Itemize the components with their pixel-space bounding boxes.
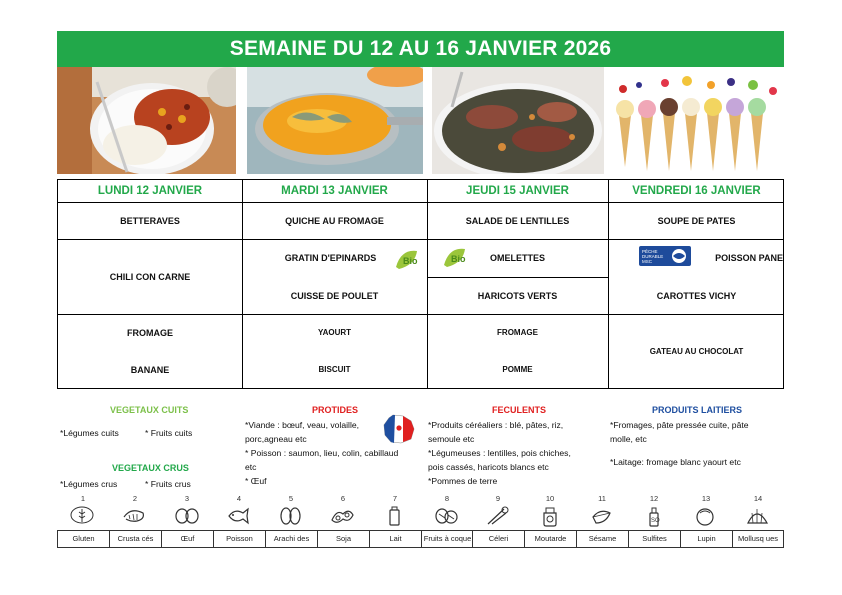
allergen-label: Mollusq ues xyxy=(732,530,784,548)
allergen-label: Lupin xyxy=(680,530,732,548)
wheat-icon xyxy=(57,505,109,527)
starch-line-3: *Légumeuses : lentilles, pois chiches, xyxy=(428,448,571,458)
mon-cheese: FROMAGE xyxy=(127,327,173,338)
allergen-label: Poisson xyxy=(213,530,265,548)
allergen-label: Gluten xyxy=(57,530,109,548)
allergen-label: Soja xyxy=(317,530,369,548)
page-title: SEMAINE DU 12 AU 16 JANVIER 2026 xyxy=(57,31,784,67)
day-header-monday: LUNDI 12 JANVIER xyxy=(97,185,203,197)
allergen-label: Œuf xyxy=(161,530,213,548)
allergen-number: 13 xyxy=(701,494,711,503)
bio-logo-tuesday xyxy=(393,247,421,273)
allergen-number: 1 xyxy=(80,494,86,503)
allergen-number: 11 xyxy=(598,494,606,503)
allergen-number: 8 xyxy=(444,494,450,503)
thu-cheese: FROMAGE xyxy=(497,328,538,337)
allergen-number: 6 xyxy=(340,494,346,503)
svg-text:PÊCHE: PÊCHE xyxy=(642,249,658,254)
allergen-number: 2 xyxy=(132,494,138,503)
day-header-thursday: JEUDI 15 JANVIER xyxy=(466,185,569,197)
tue-main-2: CUISSE DE POULET xyxy=(290,290,379,301)
bio-logo-thursday xyxy=(441,245,469,271)
tue-cheese: YAOURT xyxy=(317,328,352,337)
thu-starter: SALADE DE LENTILLES xyxy=(465,215,570,226)
allergen-number: 9 xyxy=(495,494,501,503)
mon-main: CHILI CON CARNE xyxy=(109,271,191,282)
tue-main-1: GRATIN D'EPINARDS xyxy=(284,253,377,263)
svg-text:DURABLE: DURABLE xyxy=(642,254,664,259)
wine-icon xyxy=(628,505,680,527)
dairy-title: PRODUITS LAITIERS xyxy=(652,405,743,415)
shell-icon xyxy=(732,505,784,527)
mon-dessert: BANANE xyxy=(130,364,170,375)
allergen-label: Fruits à coque xyxy=(421,530,473,548)
veg-raw-title: VEGETAUX CRUS xyxy=(112,463,189,473)
france-map-icon xyxy=(381,413,417,445)
protein-title: PROTIDES xyxy=(312,405,359,415)
starch-line-2: semoule etc xyxy=(428,434,475,444)
starch-title: FECULENTS xyxy=(492,405,546,415)
day-header-friday: VENDREDI 16 JANVIER xyxy=(632,185,761,197)
veg-cooked-title: VEGETAUX CUITS xyxy=(110,405,189,415)
protein-line-5: * Œuf xyxy=(245,476,267,486)
icecream-photo xyxy=(607,67,784,174)
milk-icon xyxy=(369,505,421,527)
menu-table xyxy=(57,179,784,389)
protein-line-4: etc xyxy=(245,462,257,472)
egg-icon xyxy=(161,505,213,527)
starch-line-4: pois cassés, haricots blancs etc xyxy=(428,462,549,472)
starch-line-1: *Produits céréaliers : blé, pâtes, riz, xyxy=(428,420,564,430)
veg-raw-item-2: * Fruits crus xyxy=(145,479,191,489)
dairy-line-2: molle, etc xyxy=(610,434,647,444)
chili-photo xyxy=(57,67,236,174)
mustard-icon xyxy=(524,505,576,527)
mon-starter: BETTERAVES xyxy=(120,215,180,226)
lupin-icon xyxy=(680,505,732,527)
veg-cooked-item-2: * Fruits cuits xyxy=(145,428,193,438)
thu-main-2: HARICOTS VERTS xyxy=(477,290,558,301)
allergen-number: 10 xyxy=(545,494,555,503)
thu-dessert: POMME xyxy=(502,365,533,374)
starch-line-5: *Pommes de terre xyxy=(428,476,498,486)
lentils-photo xyxy=(432,67,604,174)
shrimp-icon xyxy=(109,505,161,527)
thu-main-1: OMELETTES xyxy=(489,253,545,263)
allergen-label: Lait xyxy=(369,530,421,548)
fri-starter: SOUPE DE PATES xyxy=(657,215,736,226)
allergen-label: Céleri xyxy=(472,530,524,548)
nuts-icon xyxy=(421,505,473,527)
soy-icon xyxy=(317,505,369,527)
tue-dessert: BISCUIT xyxy=(318,365,351,374)
day-header-tuesday: MARDI 13 JANVIER xyxy=(281,185,388,197)
msc-logo xyxy=(639,246,691,266)
allergen-number: 5 xyxy=(288,494,294,503)
fri-dessert: GATEAU AU CHOCOLAT xyxy=(649,346,744,356)
fish-icon xyxy=(213,505,265,527)
svg-text:SO: SO xyxy=(651,518,660,524)
allergen-number: 12 xyxy=(649,494,659,503)
allergen-number: 14 xyxy=(753,494,763,503)
veg-raw-item-1: *Légumes crus xyxy=(60,479,118,489)
allergen-label: Sésame xyxy=(576,530,628,548)
protein-line-2: porc,agneau etc xyxy=(245,434,307,444)
fri-main-1: POISSON PANE xyxy=(715,253,783,263)
allergen-label: Crusta cés xyxy=(109,530,161,548)
svg-text:MSC: MSC xyxy=(642,259,652,264)
sesame-icon xyxy=(576,505,628,527)
gratin-photo xyxy=(247,67,423,174)
svg-text:Bio: Bio xyxy=(403,256,418,266)
allergen-number: 3 xyxy=(184,494,190,503)
svg-text:Bio: Bio xyxy=(451,254,466,264)
peanut-icon xyxy=(265,505,317,527)
allergen-label: Arachi des xyxy=(265,530,317,548)
fri-main-2: CAROTTES VICHY xyxy=(656,290,737,301)
allergen-label: Moutarde xyxy=(524,530,576,548)
dairy-line-1: *Fromages, pâte pressée cuite, pâte xyxy=(610,420,749,430)
dairy-line-3: *Laitage: fromage blanc yaourt etc xyxy=(610,457,741,467)
veg-cooked-item-1: *Légumes cuits xyxy=(60,428,119,438)
celery-icon xyxy=(472,505,524,527)
protein-line-1: *Viande : bœuf, veau, volaille, xyxy=(245,420,360,430)
protein-line-3: * Poisson : saumon, lieu, colin, cabillaud xyxy=(245,448,399,458)
allergen-label: Sulfites xyxy=(628,530,680,548)
allergen-number: 4 xyxy=(236,494,242,503)
tue-starter: QUICHE AU FROMAGE xyxy=(285,215,384,226)
allergen-number: 7 xyxy=(392,494,398,503)
